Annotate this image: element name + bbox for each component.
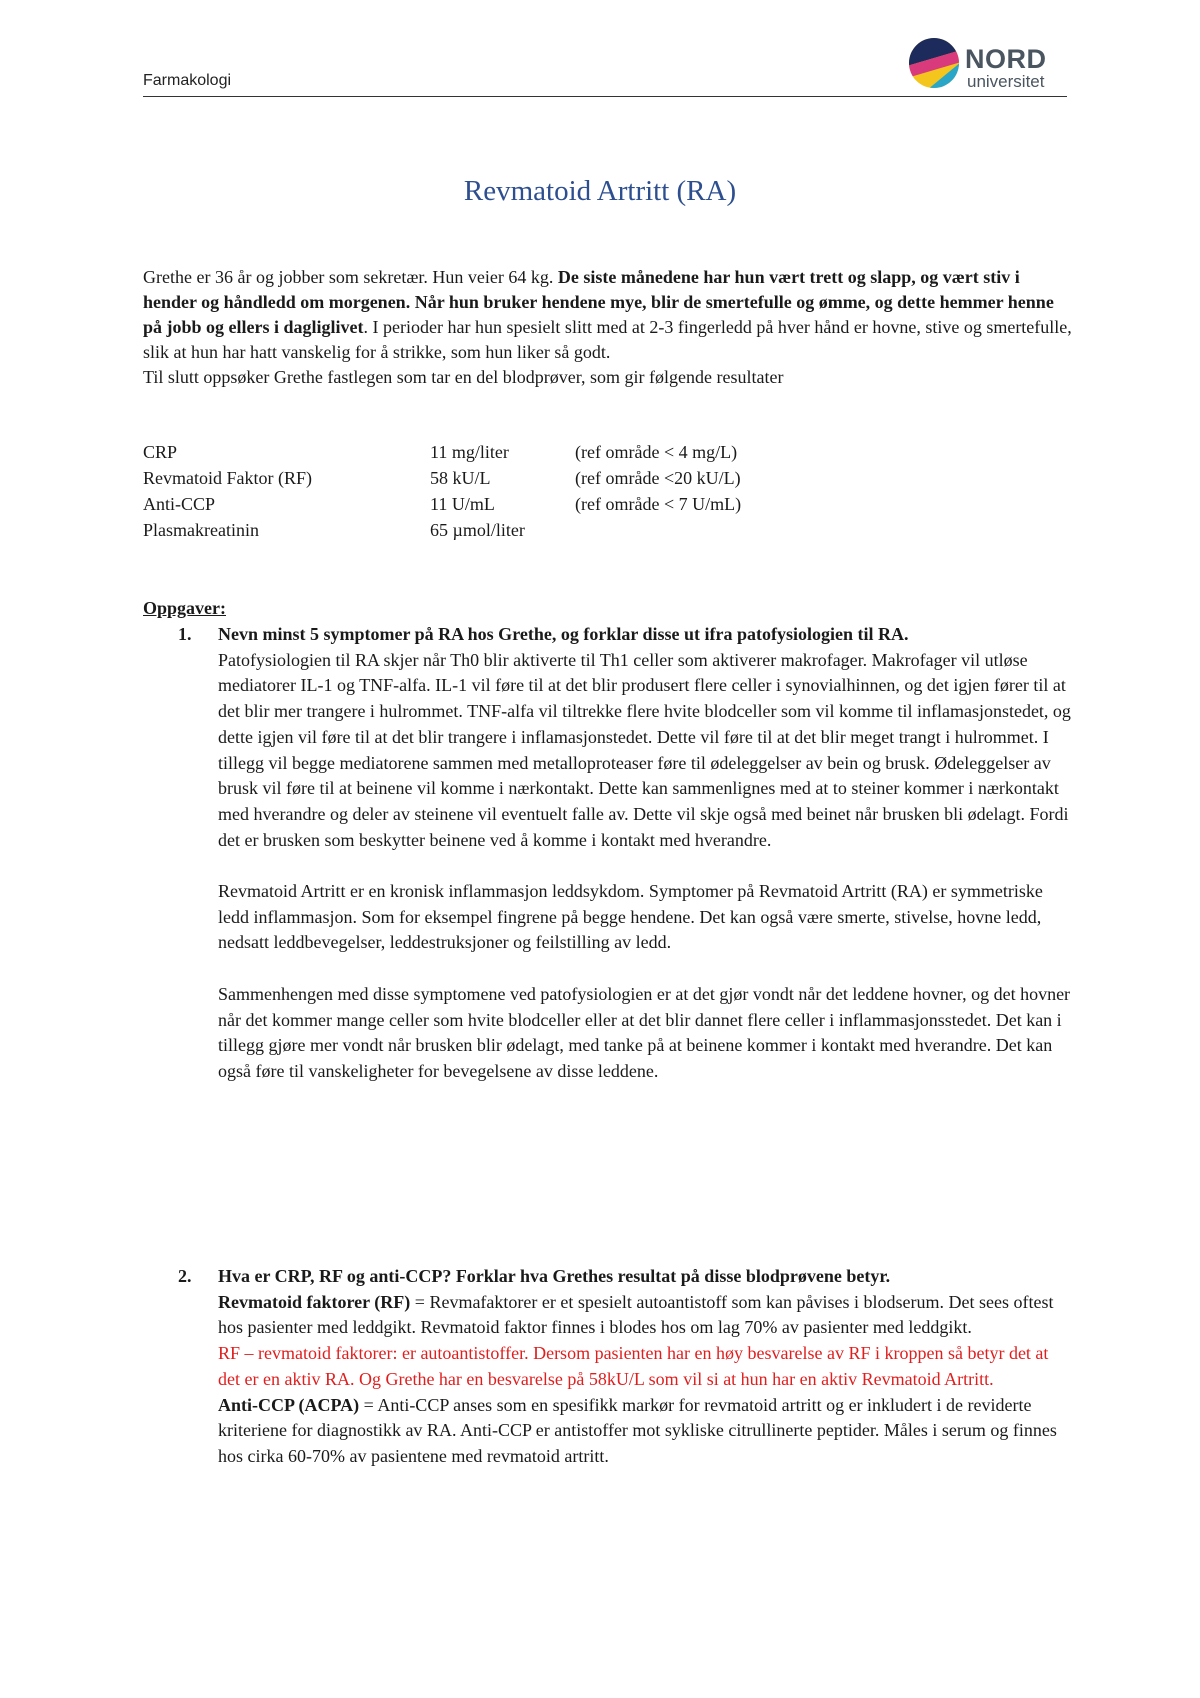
- header-course-label: Farmakologi: [143, 72, 232, 89]
- ccp-text: = Anti-CCP anses som en spesifikk markør for revmatoid artritt og er inkludert i de reviderte kriteriene for diagnostikk av RA. Anti-CCP er antistoffer mot sykliske citrullinerte peptider. Måles i serum og finnes hos cirka 60-70% av pasientene med revmatoid artritt.: [218, 1394, 1057, 1466]
- logo-subtitle: universitet: [967, 72, 1045, 91]
- task-question: Nevn minst 5 symptomer på RA hos Grethe, og forklar disse ut ifra patofysiologien til RA.: [218, 624, 909, 644]
- intro-text-a: Grethe er 36 år og jobber som sekretær. Hun veier 64 kg.: [143, 267, 558, 287]
- case-intro: [143, 265, 1073, 390]
- table-row: [143, 468, 741, 494]
- ccp-label: Anti-CCP (ACPA): [218, 1394, 360, 1415]
- task-body: [218, 1264, 1073, 1470]
- test-reference: (ref område < 7 U/mL): [575, 494, 742, 514]
- table-row: [143, 442, 741, 468]
- paragraph-spacer: [218, 853, 1073, 879]
- test-value: 11 U/mL: [430, 494, 495, 514]
- test-name: Plasmakreatinin: [143, 520, 259, 540]
- task-question: Hva er CRP, RF og anti-CCP? Forklar hva Grethes resultat på disse blodprøvene betyr.: [218, 1266, 891, 1286]
- university-logo: [907, 36, 1067, 94]
- rf-answer: RF – revmatoid faktorer: er autoantistoffer. Dersom pasienten har en høy besvarelse av RF i kroppen så betyr det at det er en aktiv RA. Og Grethe har en besvarelse på 58kU/L som vil si at hun har en aktiv Revmatoid Artritt.: [218, 1343, 1049, 1389]
- header-divider: [143, 96, 1067, 97]
- logo-emblem-icon: [907, 36, 961, 90]
- tasks-heading: Oppgaver:: [143, 598, 226, 618]
- test-value: 11 mg/liter: [430, 442, 509, 462]
- test-name: Anti-CCP: [143, 494, 216, 514]
- test-reference: [575, 520, 741, 546]
- task-answer-paragraph: Sammenhengen med disse symptomene ved patofysiologien er at det gjør vondt når det leddene hovner, og det hovner når det kommer mange celler som hvite blodceller eller at det blir dannet flere celler i inflammasjonsstedet. Det kan i tillegg gjøre mer vondt når brusken blir ødelagt, med tanke på at beinene kommer i kontakt med hverandre. Det kan også føre til vanskeligheter for bevegelsene av disse leddene.: [218, 983, 1071, 1081]
- task-body: [218, 622, 1073, 1085]
- rf-text: = Revmafaktorer er et spesielt autoantistoff som kan påvises i blodserum. Det sees oftest hos pasienter med leddgikt. Revmatoid faktor finnes i blodes hos om lag 70% av pasienter med leddgikt.: [218, 1291, 1054, 1338]
- test-name: Revmatoid Faktor (RF): [143, 468, 312, 488]
- document-title: Revmatoid Artritt (RA): [463, 175, 737, 207]
- test-name: CRP: [143, 442, 178, 462]
- task-answer-paragraph: Patofysiologien til RA skjer når Th0 blir aktiverte til Th1 celler som aktiverer makrofager. Makrofager vil utløse mediatorer IL-1 og TNF-alfa. IL-1 vil føre til at det blir produsert flere celler i synovialhinnen, og det igjen fører til at det blir mer trangere i hulrommet. TNF-alfa vil tiltrekke flere hvite blodceller som vil komme til inflamasjonstedet, og dette igjen vil føre til at det blir trangere i inflamasjonstedet. Dette vil føre til at det blir meget trangt i hulrommet. I tillegg vil begge mediatorene sammen med metalloproteaser føre til ødeleggelser av bein og brusk. Ødeleggelser av brusk vil føre til at beinene vil komme i nærkontakt. Dette kan sammenlignes med at to steiner kommer i nærkontakt med hverandre og deler av steinene vil eventuelt falle av. Dette vil skje også med beinet når brusken bli ødelagt. Fordi det er brusken som beskytter beinene ved å komme i kontakt med hverandre.: [218, 649, 1071, 850]
- blood-test-results: [143, 442, 741, 546]
- intro-paragraph: [143, 265, 1073, 365]
- task-number: 1.: [178, 624, 192, 644]
- task-2: [143, 1264, 1073, 1470]
- table-row: [143, 520, 741, 546]
- rf-label: Revmatoid faktorer (RF): [218, 1291, 411, 1312]
- task-number: 2.: [178, 1266, 192, 1286]
- paragraph-spacer: [218, 956, 1073, 982]
- test-value: 65 µmol/liter: [430, 520, 525, 540]
- test-value: 58 kU/L: [430, 468, 491, 488]
- test-reference: (ref område < 4 mg/L): [575, 442, 738, 462]
- ccp-definition: [218, 1393, 1073, 1470]
- intro-paragraph-2: Til slutt oppsøker Grethe fastlegen som tar en del blodprøver, som gir følgende resultater: [143, 367, 784, 387]
- logo-wordmark: NORD: [965, 44, 1047, 74]
- rf-definition: [218, 1290, 1073, 1341]
- intro-text-b: . I perioder har hun spesielt slitt med at 2-3 fingerledd på hver hånd er hovne, stive og smertefulle, slik at hun har hatt vanskelig for å strikke, som hun liker så godt.: [143, 317, 1072, 362]
- intro-text-bold: De siste månedene har hun vært trett og slapp, og vært stiv i hender og håndledd om morgenen. Når hun bruker hendene mye, blir de smertefulle og ømme, og dette hemmer henne på jobb og ellers i dagliglivet: [143, 267, 1054, 337]
- task-answer-paragraph: Revmatoid Artritt er en kronisk inflammasjon leddsykdom. Symptomer på Revmatoid Artritt (RA) er symmetriske ledd inflammasjon. Som for eksempel fingrene på begge hendene. Det kan også være smerte, stivelse, hovne ledd, nedsatt leddbevegelser, leddestruksjoner og feilstilling av ledd.: [218, 881, 1043, 953]
- task-1: [143, 622, 1073, 1085]
- table-row: [143, 494, 741, 520]
- test-reference: (ref område <20 kU/L): [575, 468, 741, 488]
- page-header: [143, 36, 1067, 98]
